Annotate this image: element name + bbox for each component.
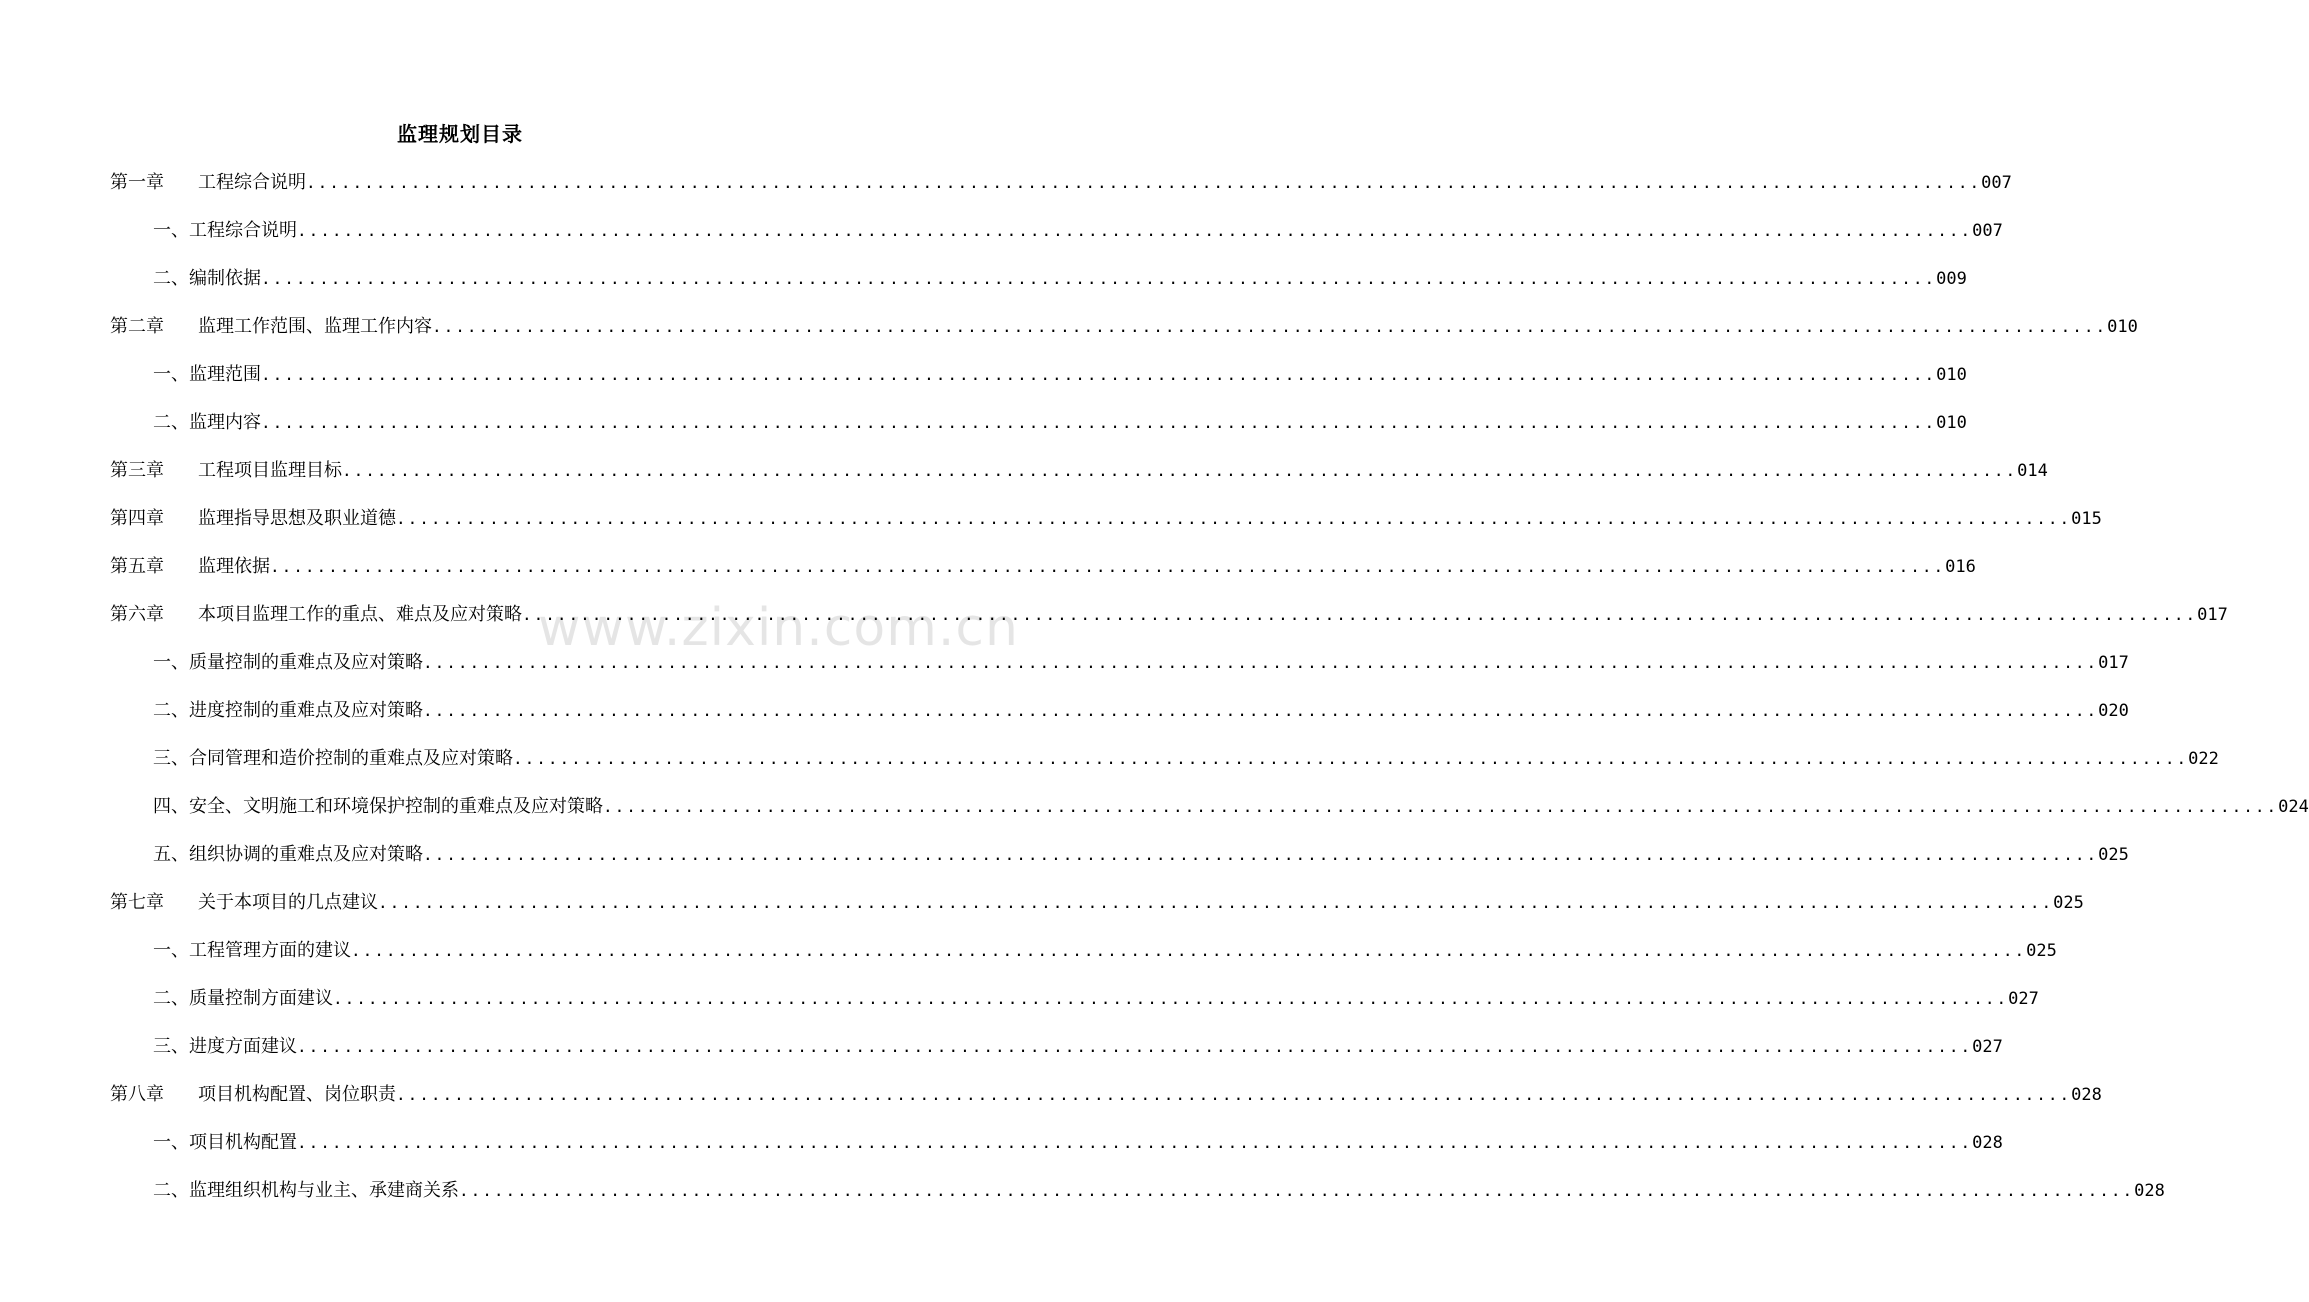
toc-entry-prefix: 一、 <box>153 220 189 241</box>
toc-entry-prefix: 第六章 <box>110 604 164 625</box>
toc-leader-dots <box>513 742 2188 776</box>
toc-entry-title: 进度控制的重难点及应对策略 <box>189 700 423 721</box>
toc-entry-title: 本项目监理工作的重点、难点及应对策略 <box>198 604 522 625</box>
toc-entry-page: 016 <box>1945 557 1976 577</box>
toc-entry-title: 工程项目监理目标 <box>198 460 342 481</box>
toc-entry-prefix: 第二章 <box>110 316 164 337</box>
toc-entry <box>110 310 2138 344</box>
toc-leader-dots <box>423 694 2098 728</box>
toc-leader-dots <box>603 790 2278 824</box>
toc-entry-title: 组织协调的重难点及应对策略 <box>189 844 423 865</box>
toc-leader-dots <box>432 310 2107 344</box>
toc-entry-title: 工程综合说明 <box>189 220 297 241</box>
toc-leader-dots <box>270 550 1945 584</box>
toc-leader-dots <box>351 934 2026 968</box>
toc-entry-page: 028 <box>1972 1133 2003 1153</box>
toc-entry-title: 质量控制的重难点及应对策略 <box>189 652 423 673</box>
toc-leader-dots <box>261 262 1936 296</box>
toc-entry-prefix: 第四章 <box>110 508 164 529</box>
toc-entry-page: 010 <box>1936 413 1967 433</box>
toc-entry-title: 监理内容 <box>189 412 261 433</box>
toc-entry-page: 007 <box>1981 173 2012 193</box>
toc-entry <box>153 694 2129 728</box>
toc-entry-page: 025 <box>2026 941 2057 961</box>
toc-entry <box>153 790 2309 824</box>
toc-entry-title: 质量控制方面建议 <box>189 988 333 1009</box>
toc-entry-page: 027 <box>1972 1037 2003 1057</box>
toc-entry-page: 007 <box>1972 221 2003 241</box>
toc-entry <box>110 1078 2102 1112</box>
toc-entry-prefix: 一、 <box>153 364 189 385</box>
toc-entry-title: 进度方面建议 <box>189 1036 297 1057</box>
toc-entry-page: 027 <box>2008 989 2039 1009</box>
toc-entry-page: 015 <box>2071 509 2102 529</box>
toc-leader-dots <box>261 406 1936 440</box>
toc-leader-dots <box>306 166 1981 200</box>
toc-entry-title: 监理范围 <box>189 364 261 385</box>
toc-leader-dots <box>378 886 2053 920</box>
toc-entry-title: 关于本项目的几点建议 <box>198 892 378 913</box>
toc-entry-page: 025 <box>2053 893 2084 913</box>
page-title: 监理规划目录 <box>397 122 523 146</box>
toc-entry-title: 监理工作范围、监理工作内容 <box>198 316 432 337</box>
toc-entry <box>110 550 1976 584</box>
toc-entry-title: 项目机构配置 <box>189 1132 297 1153</box>
toc-entry-page: 028 <box>2134 1181 2165 1201</box>
toc-entry <box>110 886 2084 920</box>
toc-entry-title: 合同管理和造价控制的重难点及应对策略 <box>189 748 513 769</box>
toc-entry <box>110 166 2012 200</box>
toc-entry <box>153 934 2057 968</box>
toc-entry-title: 项目机构配置、岗位职责 <box>198 1084 396 1105</box>
toc-entry-prefix: 二、 <box>153 988 189 1009</box>
toc-entry-page: 014 <box>2017 461 2048 481</box>
toc-leader-dots <box>297 1030 1972 1064</box>
watermark: www.zixin.com.cn <box>538 598 1019 658</box>
toc-entry-prefix: 四、 <box>153 796 189 817</box>
toc-entry-page: 010 <box>1936 365 1967 385</box>
toc-entry-prefix: 一、 <box>153 652 189 673</box>
toc-entry-page: 017 <box>2098 653 2129 673</box>
toc-entry-prefix: 第五章 <box>110 556 164 577</box>
toc-entry-prefix: 五、 <box>153 844 189 865</box>
toc-entry <box>153 1174 2165 1208</box>
toc-entry-prefix: 第八章 <box>110 1084 164 1105</box>
toc-entry <box>153 1030 2003 1064</box>
toc-entry-page: 020 <box>2098 701 2129 721</box>
toc-entry-prefix: 三、 <box>153 1036 189 1057</box>
toc-entry <box>153 982 2039 1016</box>
toc-entry <box>153 406 1967 440</box>
toc-leader-dots <box>297 214 1972 248</box>
toc-entry-title: 安全、文明施工和环境保护控制的重难点及应对策略 <box>189 796 603 817</box>
toc-entry-title: 工程管理方面的建议 <box>189 940 351 961</box>
toc-entry <box>110 454 2048 488</box>
toc-entry-page: 009 <box>1936 269 1967 289</box>
toc-entry <box>153 1126 2003 1160</box>
toc-entry-prefix: 第三章 <box>110 460 164 481</box>
toc-entry-page: 025 <box>2098 845 2129 865</box>
toc-leader-dots <box>333 982 2008 1016</box>
toc-entry-prefix: 第七章 <box>110 892 164 913</box>
toc-leader-dots <box>342 454 2017 488</box>
toc-entry <box>153 214 2003 248</box>
toc-entry <box>153 358 1967 392</box>
toc-entry-page: 017 <box>2197 605 2228 625</box>
toc-leader-dots <box>423 838 2098 872</box>
toc-leader-dots <box>396 502 2071 536</box>
toc-entry-page: 022 <box>2188 749 2219 769</box>
toc-entry <box>153 838 2129 872</box>
toc-entry-page: 028 <box>2071 1085 2102 1105</box>
toc-entry-prefix: 一、 <box>153 1132 189 1153</box>
toc-entry-page: 010 <box>2107 317 2138 337</box>
toc-entry-title: 工程综合说明 <box>198 172 306 193</box>
toc-entry-prefix: 二、 <box>153 700 189 721</box>
toc-entry-prefix: 一、 <box>153 940 189 961</box>
toc-entry <box>110 502 2102 536</box>
toc-entry-prefix: 二、 <box>153 1180 189 1201</box>
toc-entry-prefix: 三、 <box>153 748 189 769</box>
toc-entry <box>153 742 2219 776</box>
toc-entry-title: 监理指导思想及职业道德 <box>198 508 396 529</box>
toc-leader-dots <box>459 1174 2134 1208</box>
toc-entry-prefix: 第一章 <box>110 172 164 193</box>
toc-entry-prefix: 二、 <box>153 268 189 289</box>
toc-leader-dots <box>261 358 1936 392</box>
toc-entry-title: 编制依据 <box>189 268 261 289</box>
toc-entry-prefix: 二、 <box>153 412 189 433</box>
toc-entry-title: 监理依据 <box>198 556 270 577</box>
toc-entry-title: 监理组织机构与业主、承建商关系 <box>189 1180 459 1201</box>
toc-leader-dots <box>396 1078 2071 1112</box>
toc-leader-dots <box>297 1126 1972 1160</box>
toc-entry-page: 024 <box>2278 797 2309 817</box>
toc-entry <box>153 262 1967 296</box>
